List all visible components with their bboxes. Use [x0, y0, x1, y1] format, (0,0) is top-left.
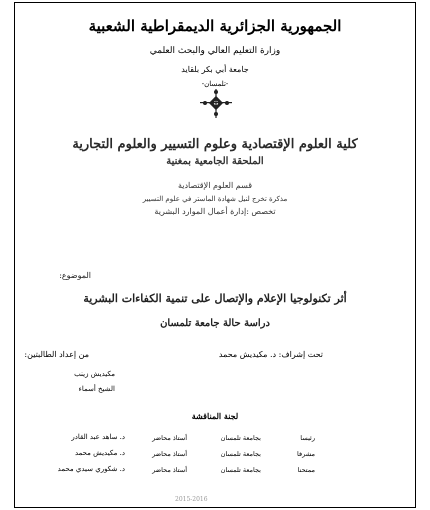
annex-name: الملحقة الجامعية بمغنية	[166, 156, 264, 167]
thesis-subtitle: دراسة حالة جامعة تلمسان	[160, 318, 270, 329]
department-name: قسم العلوم الإقتصادية	[177, 181, 253, 190]
prepared-by-label: من إعداد الطالبتين:	[24, 350, 89, 359]
member-rank: أستاذ محاضر	[152, 466, 187, 474]
republic-heading: الجمهورية الجزائرية الديمقراطية الشعبية	[88, 17, 342, 35]
member-name: د. ساهد عبد القادر	[71, 433, 125, 441]
university-line: جامعة أبي بكر بلقايد	[181, 65, 249, 74]
member-name: د. شكوري سيدي محمد	[57, 465, 125, 473]
specialization-line: تخصص :إدارة أعمال الموارد البشرية	[154, 207, 276, 216]
member-name: د. مكيديش محمد	[74, 449, 125, 457]
committee-title: لجنة المناقشة	[191, 411, 239, 421]
member-university: بجامعة تلمسان	[220, 450, 261, 458]
member-role: ممتحنا	[297, 466, 315, 474]
thesis-title: أثر تكنولوجيا الإعلام والإتصال على تنمية الكفاءات البشرية	[83, 292, 347, 305]
ornament-emblem-icon	[200, 89, 232, 119]
member-university: بجامعة تلمسان	[220, 434, 261, 442]
member-role: مشرفا	[297, 450, 315, 458]
academic-year: 2015-2016	[175, 496, 208, 503]
supervision-line: تحت إشراف: د. مكيديش محمد	[218, 350, 323, 359]
member-role: رئيسا	[300, 434, 315, 442]
member-university: بجامعة تلمسان	[220, 466, 261, 474]
city-line: -تلمسان-	[201, 80, 229, 88]
student-name: الشيخ أسماء	[78, 385, 115, 393]
memo-description: مذكرة تخرج لنيل شهادة الماستر في علوم التسيير	[142, 195, 288, 203]
member-rank: أستاذ محاضر	[152, 434, 187, 442]
member-rank: أستاذ محاضر	[152, 450, 187, 458]
thesis-cover-page	[14, 2, 416, 508]
student-name: مكيديش زينب	[74, 370, 115, 378]
faculty-name: كلية العلوم الإقتصادية وعلوم التسيير والعلوم التجارية	[72, 137, 358, 152]
topic-label: الموضوع:	[59, 271, 91, 280]
ministry-line: وزارة التعليم العالي والبحث العلمي	[149, 46, 281, 56]
